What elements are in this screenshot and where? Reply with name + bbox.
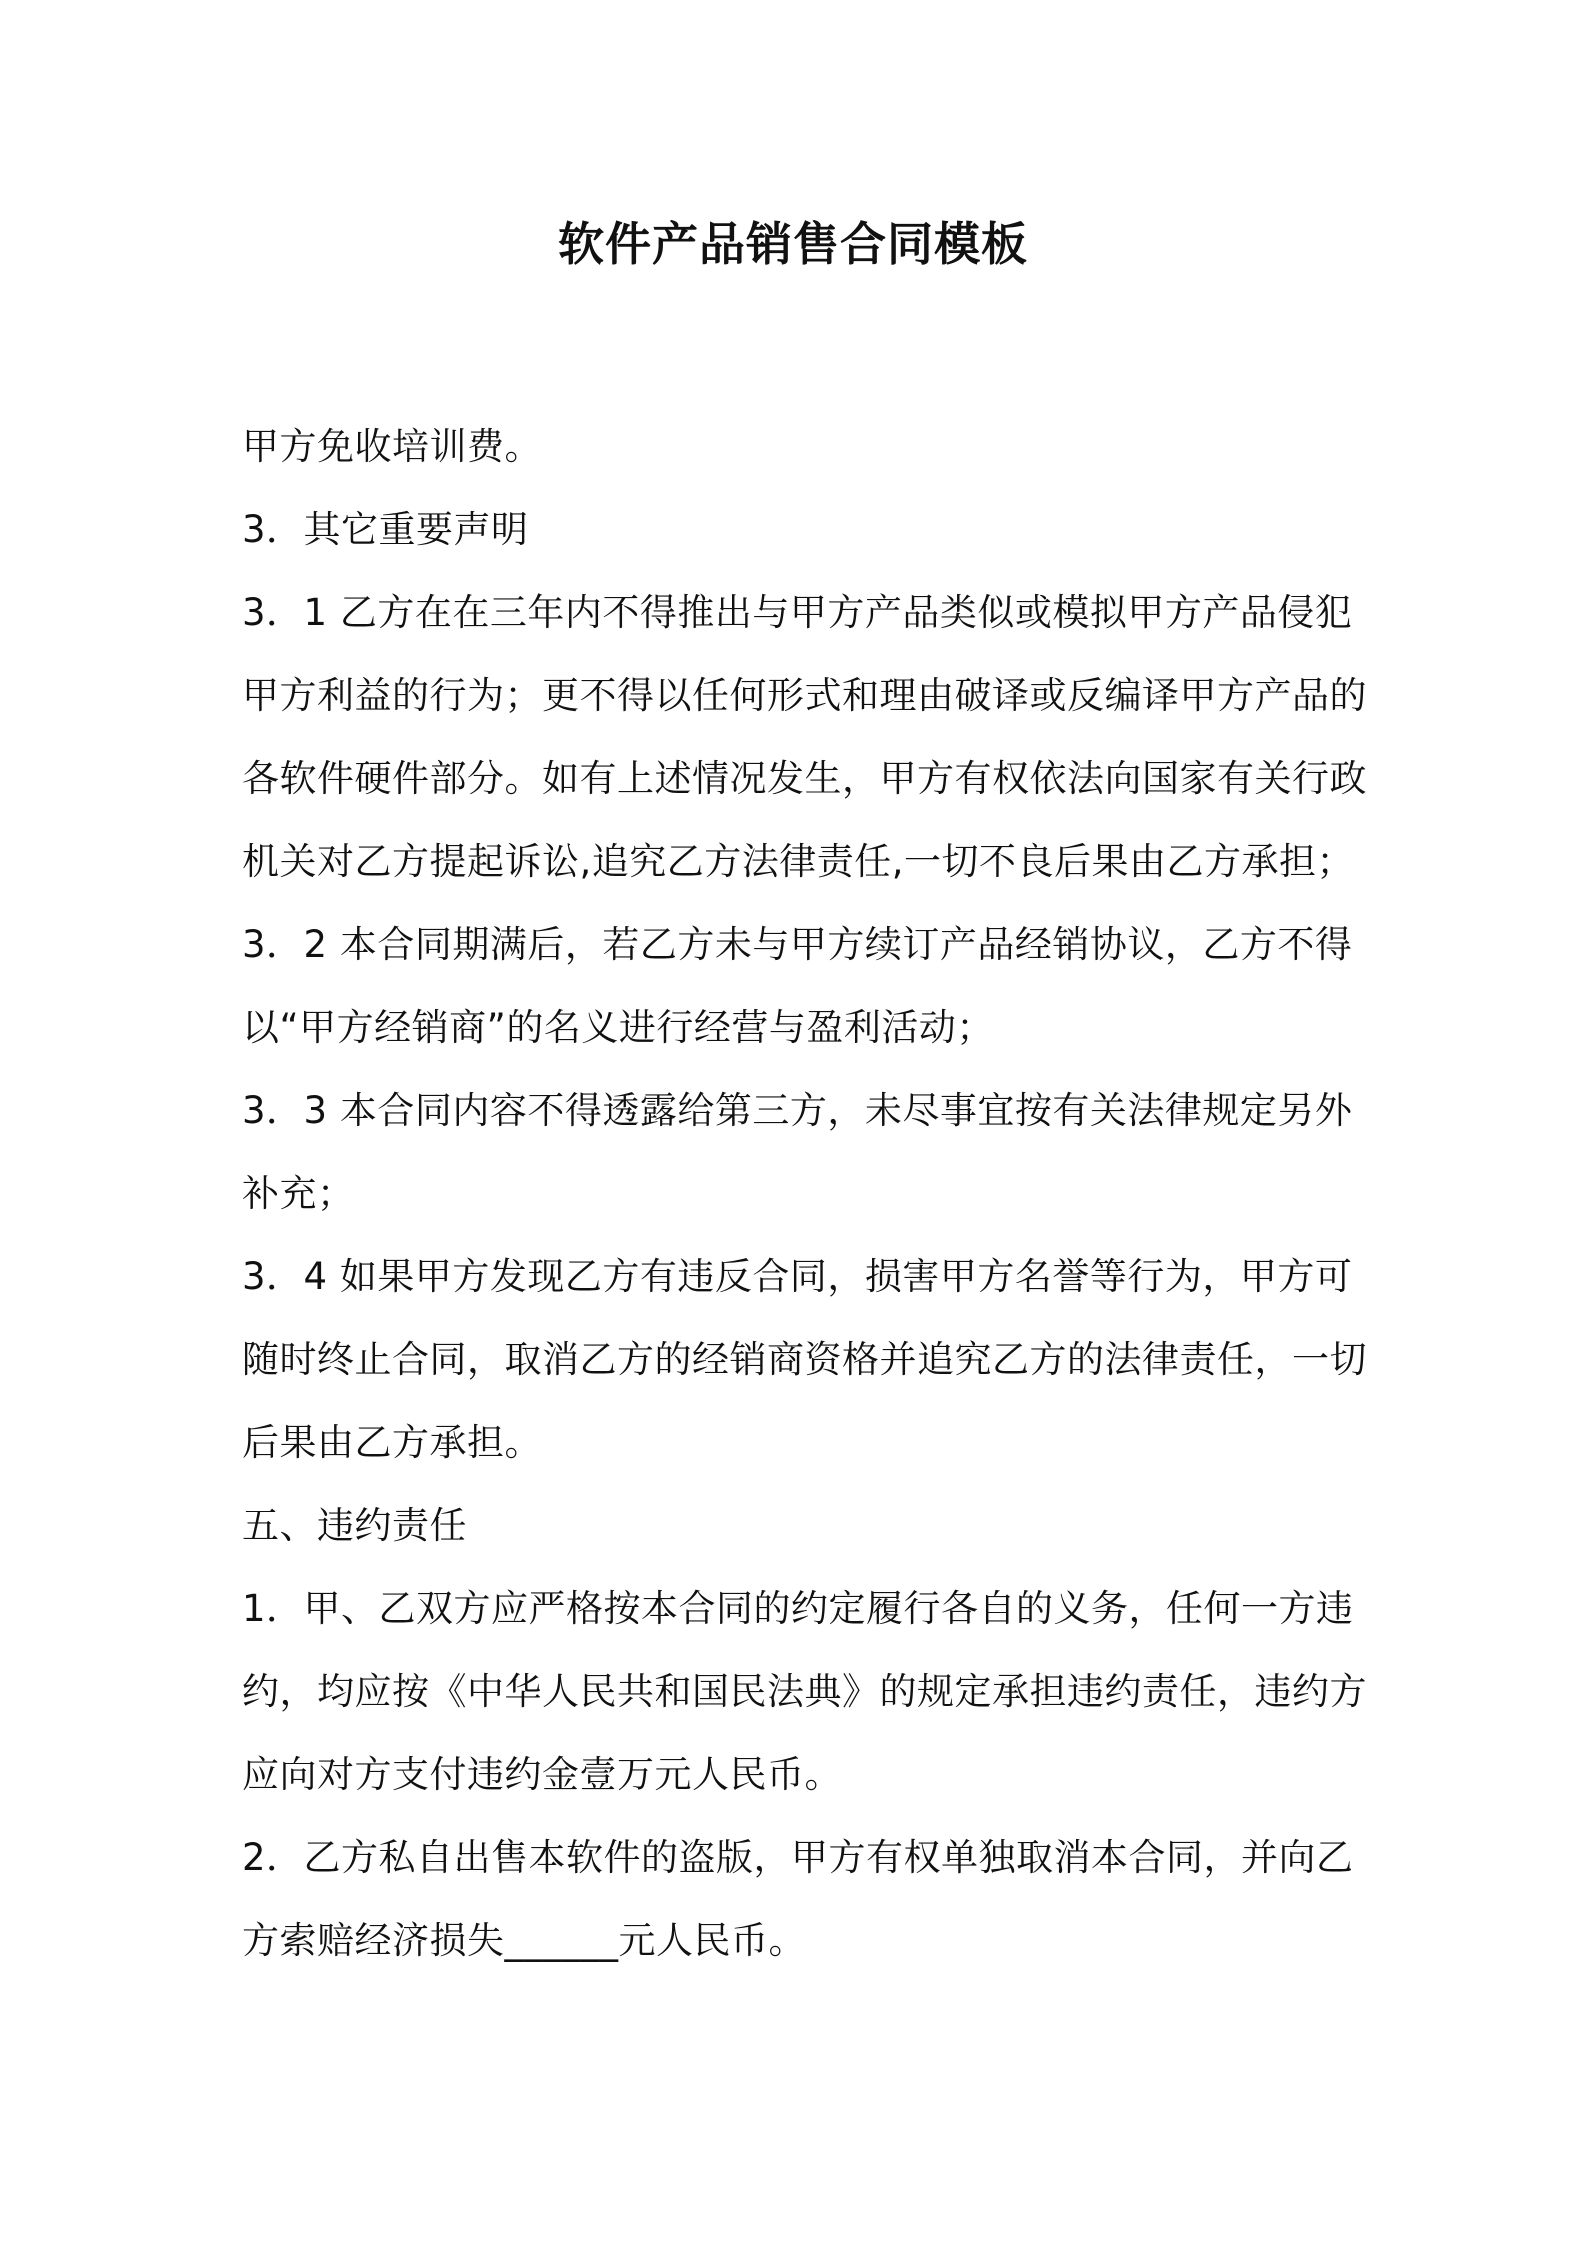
paragraph-line: 3．2 本合同期满后，若乙方未与甲方续订产品经销协议，乙方不得 [242,923,1353,966]
paragraph-line: 应向对方支付违约金壹万元人民币。 [242,1753,842,1796]
section-heading: 3．其它重要声明 [242,508,529,551]
paragraph-line: 甲方利益的行为；更不得以任何形式和理由破译或反编译甲方产品的 [242,674,1367,717]
paragraph-line: 1．甲、乙双方应严格按本合同的约定履行各自的义务，任何一方违 [242,1587,1354,1630]
paragraph-line: 机关对乙方提起诉讼,追究乙方法律责任,一切不良后果由乙方承担； [242,840,1355,883]
paragraph-line: 甲方免收培训费。 [242,425,542,468]
document-title: 软件产品销售合同模板 [558,217,1028,271]
paragraph-line: 各软件硬件部分。如有上述情况发生，甲方有权依法向国家有关行政 [242,757,1367,800]
paragraph-line: 随时终止合同，取消乙方的经销商资格并追究乙方的法律责任，一切 [242,1338,1367,1381]
document-body [242,405,1367,1982]
paragraph-line: 以“甲方经销商”的名义进行经营与盈利活动； [242,1006,994,1049]
paragraph-line: 3．4 如果甲方发现乙方有违反合同，损害甲方名誉等行为，甲方可 [242,1255,1353,1298]
paragraph-line: 约，均应按《中华人民共和国民法典》的规定承担违约责任，违约方 [242,1670,1367,1713]
paragraph-line: 2．乙方私自出售本软件的盗版，甲方有权单独取消本合同，并向乙 [242,1836,1354,1879]
section-heading: 五、违约责任 [242,1504,467,1547]
paragraph-line: 3．1 乙方在在三年内不得推出与甲方产品类似或模拟甲方产品侵犯 [242,591,1353,634]
paragraph-line: 方索赔经济损失______元人民币。 [242,1919,806,1962]
paragraph-line: 补充； [242,1172,355,1215]
paragraph-line: 后果由乙方承担。 [242,1421,542,1464]
paragraph-line: 3．3 本合同内容不得透露给第三方，未尽事宜按有关法律规定另外 [242,1089,1353,1132]
